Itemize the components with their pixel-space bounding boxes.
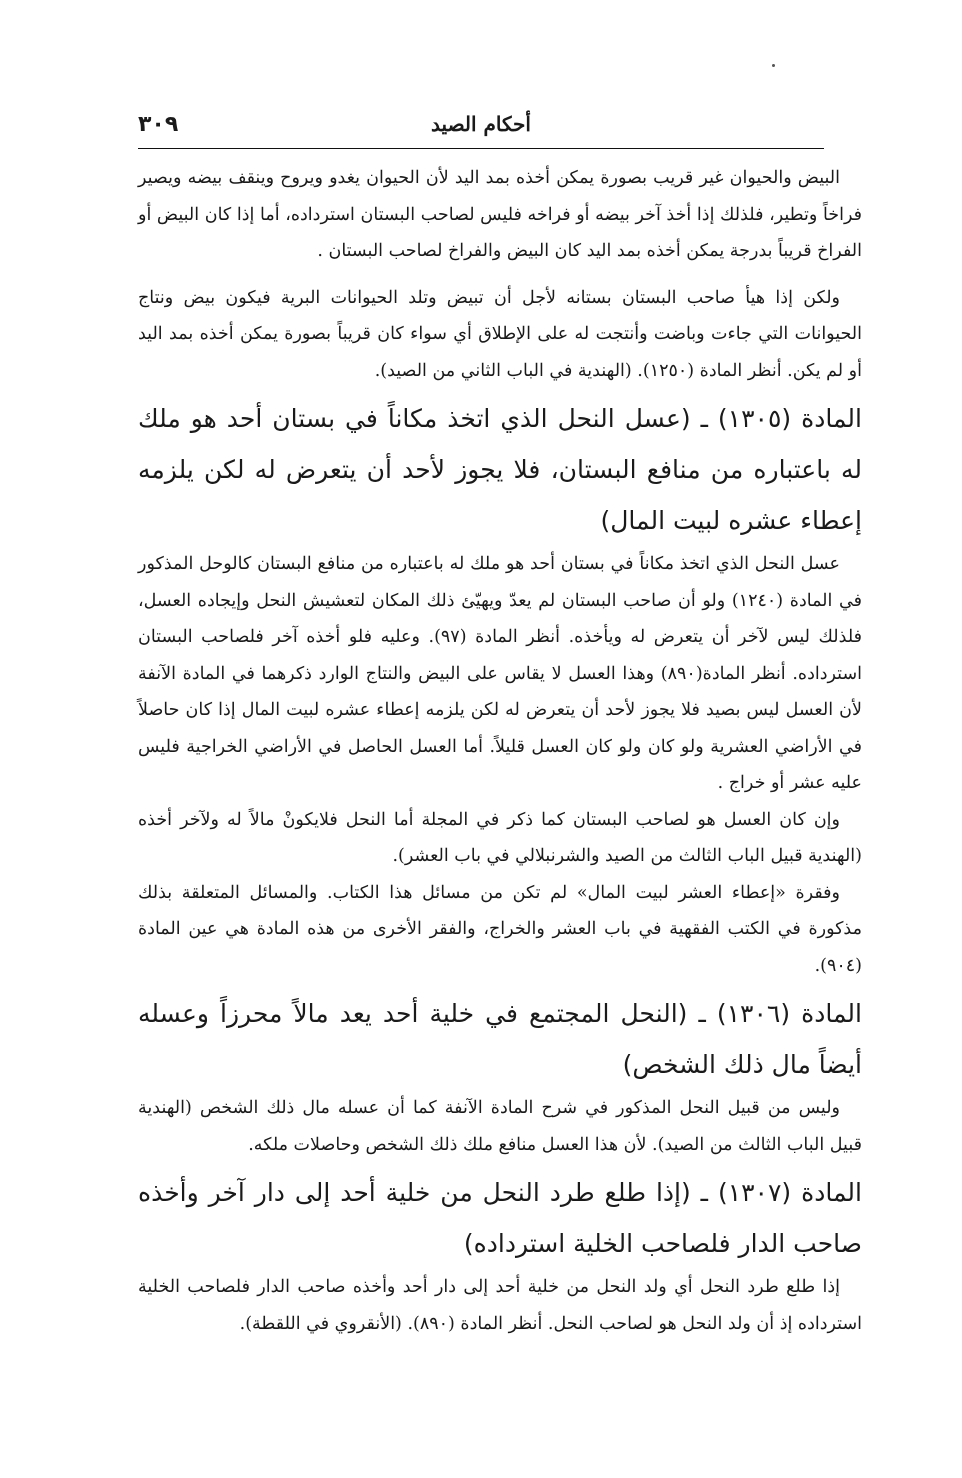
paragraph: إذا طلع طرد النحل أي ولد النحل من خلية أحد إلى دار أحد وأخذه صاحب الدار فلصاحب الخلية استرداده إذ أن ولد النحل هو لصاحب النحل. أنظر المادة (٨٩٠). (الأنقروي في اللقطة). [138,1277,862,1334]
paragraph: عسل النحل الذي اتخذ مكاناً في بستان أحد هو ملك له باعتباره من منافع البستان كالوحل المذكور في المادة (١٢٤٠) ولو أن صاحب البستان لم يعدّ ويهيّئ ذلك المكان لتعشيش النحل وإيجاده العسل، فلذلك ليس لآخر أن يتعرض له ويأخذه. أنظر المادة (٩٧). وعليه فلو أخذه آخر فلصاحب البستان استرداده. أنظر المادة(٨٩٠) وهذا العسل لا يقاس على البيض والنتاج الوارد ذكرهما في المادة الآنفة لأن العسل ليس بصيد فلا يجوز لأحد أن يتعرض له لكن يلزمه إعطاء عشره لبيت المال إذا كان حاصلاً في الأراضي العشرية ولو كان ولو كان العسل قليلاً. أما العسل الحاصل في الأراضي الخراجية فليس عليه عشر أو خراج . [138,554,862,793]
page-body [138,160,862,1342]
page-header [138,112,824,149]
article-heading-1306: المادة (١٣٠٦) ـ (النحل المجتمع في خلية أحد يعد مالاً محرزاً وعسله أيضاً مال ذلك الشخص) [138,999,862,1079]
running-title: أحكام الصيد [431,112,531,136]
paragraph: وإن كان العسل هو لصاحب البستان كما ذكر في المجلة أما النحل فلايكونْ مالاً له ولآخر أخذه (الهندية قبيل الباب الثالث من الصيد والشرنبلالي في باب العشر). [138,809,862,866]
paragraph: وفقرة «إعطاء العشر لبيت المال» لم تكن من مسائل هذا الكتاب. والمسائل المتعلقة بذلك مذكورة في الكتب الفقهية في باب العشر والخراج، والفقر الأخرى من هذه المادة هي عين المادة (٩٠٤). [138,882,862,976]
article-heading-1305: المادة (١٣٠٥) ـ (عسل النحل الذي اتخذ مكاناً في بستان أحد هو ملك له باعتباره من منافع البستان، فلا يجوز لأحد أن يتعرض له لكن يلزمه إعطاء عشره لبيت المال) [138,404,862,535]
paragraph: وليس من قبيل النحل المذكور في شرح المادة الآنفة كما أن عسله مال ذلك الشخص (الهندية قبيل الباب الثالث من الصيد). لأن هذا العسل منافع ملك ذلك الشخص وحاصلات ملكه. [138,1098,862,1155]
article-heading-1307: المادة (١٣٠٧) ـ (إذا طلع طرد النحل من خلية أحد إلى دار آخر وأخذه صاحب الدار فلصاحب الخلية استرداده) [138,1178,862,1258]
speck-mark [772,64,775,67]
paragraph: البيض والحيوان غير قريب بصورة يمكن أخذه بمد اليد لأن الحيوان يغدو ويروح وينقف بيضه ويصير فراخاً وتطير، فلذلك إذا أخذ آخر بيضه أو فراخه فليس لصاحب البستان استرداده، أما إذا كان البيض أو الفراخ قريباً بدرجة يمكن أخذه بمد اليد كان البيض والفراخ لصاحب البستان . [138,168,862,261]
page-number: ٣٠٩ [138,112,179,137]
paragraph: ولكن إذا هيأ صاحب البستان بستانه لأجل أن تبيض وتلد الحيوانات البرية فيكون بيض ونتاج الحيوانات التي جاءت وباضت وأنتجت له على الإطلاق أي سواء كان قريباً بصورة يمكن أخذه بمد اليد أو لم يكن. أنظر المادة (١٢٥٠). (الهندية في الباب الثاني من الصيد). [138,287,862,381]
